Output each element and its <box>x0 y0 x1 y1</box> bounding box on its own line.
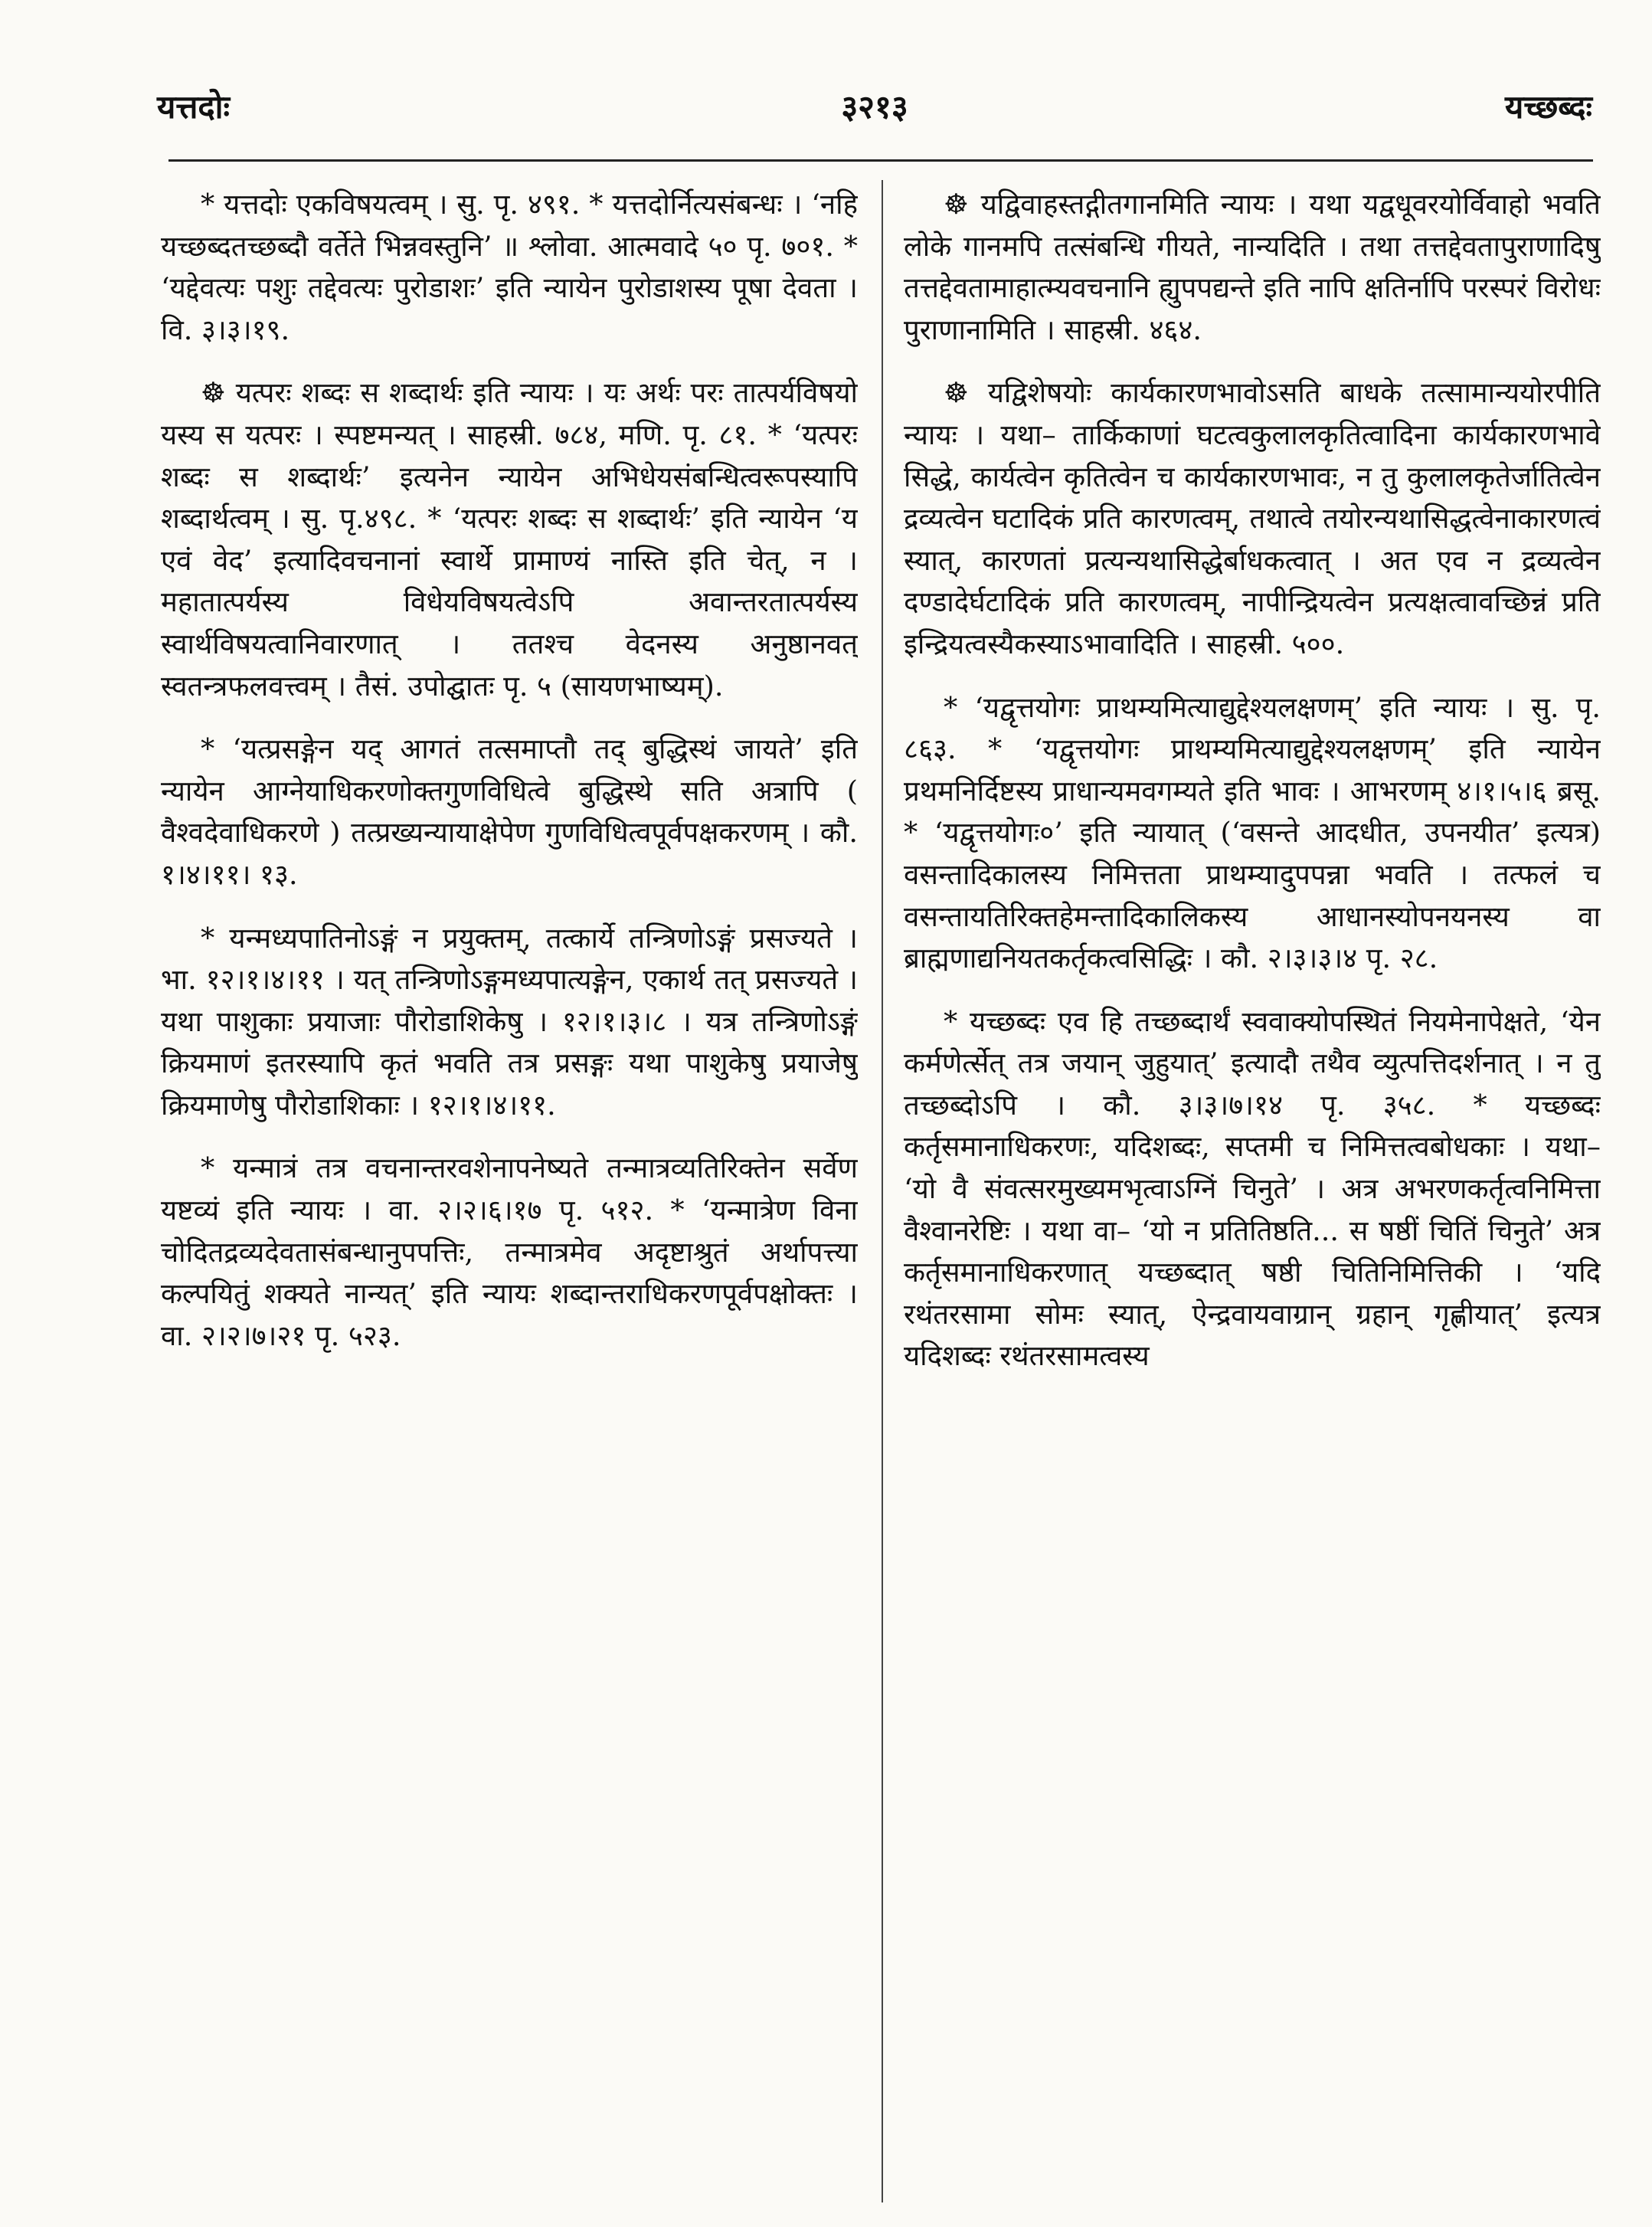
running-head-left: यत्तदोः <box>157 88 231 126</box>
page-header <box>157 84 1592 138</box>
entry-yatprasangena: * ‘यत्प्रसङ्गेन यद् आगतं तत्समाप्तौ तद् बुद्धिस्थं जायते’ इति न्यायेन आग्नेयाधिकरणोक्तगुणविधित्वे बुद्धिस्थे सति अत्रापि ( वैश्वदेवाधिकरणे ) तत्प्रख्यन्यायाक्षेपेण गुणविधित्वपूर्वपक्षकरणम् । कौ. १।४।११। १३. <box>161 732 858 891</box>
right-column <box>904 184 1601 2206</box>
entry-yanmadhyapatino: * यन्मध्यपातिनोऽङ्गं न प्रयुक्तम्, तत्कार्ये तन्त्रिणोऽङ्गं प्रसज्यते । भा. १२।१।४।११ । यत् तन्त्रिणोऽङ्गमध्यपात्यङ्गेन, एकार्थ तत् प्रसज्यते । यथा पाशुकाः प्रयाजाः पौरोडाशिकेषु । १२।१।३।८ । यत्र तन्त्रिणोऽङ्गं क्रियमाणं इतरस्यापि कृतं भवति तत्र प्रसङ्गः यथा पाशुकेषु प्रयाजेषु क्रियमाणेषु पौरोडाशिकाः । १२।१।४।११. <box>161 921 858 1122</box>
entry-yadvrittayogah: * ‘यद्वृत्तयोगः प्राथम्यमित्याद्युद्देश्यलक्षणम्’ इति न्यायः । सु. पृ. ८६३. * ‘यद्वृत्तयोगः प्राथम्यमित्याद्युद्देश्यलक्षणम्’ इति न्यायेन प्रथमनिर्दिष्टस्य प्राधान्यमवगम्यते इति भावः । आभरणम् ४।१।५।६ ब्रसू. * ‘यद्वृत्तयोगः०’ इति न्यायात् (‘वसन्ते आदधीत, उपनयीत’ इत्यत्र) वसन्तादिकालस्य निमित्तता प्राथम्यादुपपन्ना भवति । तत्फलं च वसन्तायतिरिक्तहेमन्तादिकालिकस्य आधानस्योपनयनस्य वा ब्राह्मणाद्यनियतकर्तृकत्वसिद्धिः । कौ. २।३।३।४ पृ. २८. <box>904 690 1601 975</box>
entry-yadvisheshayoh: ☸ यद्विशेषयोः कार्यकारणभावोऽसति बाधके तत्सामान्ययोरपीति न्यायः । यथा– तार्किकाणां घटत्वकुलालकृतित्वादिना कार्यकारणभावे सिद्धे, कार्यत्वेन कृतित्वेन च कार्यकारणभावः, न तु कुलालकृतेर्जातित्वेन द्रव्यत्वेन घटादिकं प्रति कारणत्वम्, तथात्वे तयोरन्यथासिद्धत्वेनाकारणत्वं स्यात्, कारणतां प्रत्यन्यथासिद्धेर्बाधकत्वात् । अत एव न द्रव्यत्वेन दण्डादेर्घटादिकं प्रति कारणत्वम्, नापीन्द्रियत्वेन प्रत्यक्षत्वावच्छिन्नं प्रति इन्द्रियत्वस्यैकस्याऽभावादिति । साहस्री. ५००. <box>904 376 1601 660</box>
entry-yanmatram: * यन्मात्रं तत्र वचनान्तरवशेनापनेष्यते तन्मात्रव्यतिरिक्तेन सर्वेण यष्टव्यं इति न्यायः । वा. २।२।६।१७ पृ. ५१२. * ‘यन्मात्रेण विना चोदितद्रव्यदेवतासंबन्धानुपपत्तिः, तन्मात्रमेव अदृष्टाश्रुतं अर्थापत्त्या कल्पयितुं शक्यते नान्यत्’ इति न्यायः शब्दान्तराधिकरणपूर्वपक्षोक्तः । वा. २।२।७।२१ पृ. ५२३. <box>161 1151 858 1352</box>
left-column <box>161 184 858 2206</box>
running-head-right: यच्छब्दः <box>1504 88 1592 126</box>
entry-yacchabdah: * यच्छब्दः एव हि तच्छब्दार्थं स्ववाक्योपस्थितं नियमेनापेक्षते, ‘येन कर्मणेर्त्सेत् तत्र जयान् जुहुयात्’ इत्यादौ तथैव व्युत्पत्तिदर्शनात् । न तु तच्छब्दोऽपि । कौ. ३।३।७।१४ पृ. ३५८. * यच्छब्दः कर्तृसमानाधिकरणः, यदिशब्दः, सप्तमी च निमित्तत्वबोधकाः । यथा– ‘यो वै संवत्सरमुख्यमभृत्वाऽग्निं चिनुते’ । अत्र अभरणकर्तृत्वनिमित्ता वैश्वानरेष्टिः । यथा वा– ‘यो न प्रतितिष्ठति... स षष्ठीं चितिं चिनुते’ अत्र कर्तृसमानाधिकरणात् यच्छब्दात् षष्ठी चितिनिमित्तिकी । ‘यदि रथंतरसामा सोमः स्यात्, ऐन्द्रवायवाग्रान् ग्रहान् गृह्णीयात्’ इत्यत्र यदिशब्दः रथंतरसामत्वस्य <box>904 1004 1601 1373</box>
entry-yattadoh: * यत्तदोः एकविषयत्वम् । सु. पृ. ४९१. * यत्तदोर्नित्यसंबन्धः । ‘नहि यच्छब्दतच्छब्दौ वर्तेते भिन्नवस्तुनि’ ॥ श्लोवा. आत्मवादे ५० पृ. ७०१. * ‘यद्देवत्यः पशुः तद्देवत्यः पुरोडाशः’ इति न्यायेन पुरोडाशस्य पूषा देवता । वि. ३।३।१९. <box>161 188 858 346</box>
header-rule <box>168 159 1593 162</box>
column-divider <box>882 180 883 2202</box>
entry-yatparah-shabdah: ☸ यत्परः शब्दः स शब्दार्थः इति न्यायः । यः अर्थः परः तात्पर्यविषयो यस्य स यत्परः । स्पष्टमन्यत् । साहस्री. ७८४, मणि. पृ. ८१. * ‘यत्परः शब्दः स शब्दार्थः’ इत्यनेन न्यायेन अभिधेयसंबन्धित्वरूपस्यापि शब्दार्थत्वम् । सु. पृ.४९८. * ‘यत्परः शब्दः स शब्दार्थः’ इति न्यायेन ‘य एवं वेद’ इत्यादिवचनानां स्वार्थे प्रामाण्यं नास्ति इति चेत्, न । महातात्पर्यस्य विधेयविषयत्वेऽपि अवान्तरतात्पर्यस्य स्वार्थविषयत्वानिवारणात् । ततश्च वेदनस्य अनुष्ठानवत् स्वतन्त्रफलवत्त्वम् । तैसं. उपोद्घातः पृ. ५ (सायणभाष्यम्). <box>161 376 858 702</box>
page-number: ३२१३ <box>841 88 908 126</box>
entry-yadvivahah: ☸ यद्विवाहस्तद्गीतगानमिति न्यायः । यथा यद्वधूवरयोर्विवाहो भवति लोके गानमपि तत्संबन्धि गीयते, नान्यदिति । तथा तत्तद्देवतापुराणादिषु तत्तद्देवतामाहात्म्यवचनानि ह्युपपद्यन्ते इति नापि क्षतिर्नापि परस्परं विरोधः पुराणानामिति । साहस्री. ४६४. <box>904 188 1601 346</box>
